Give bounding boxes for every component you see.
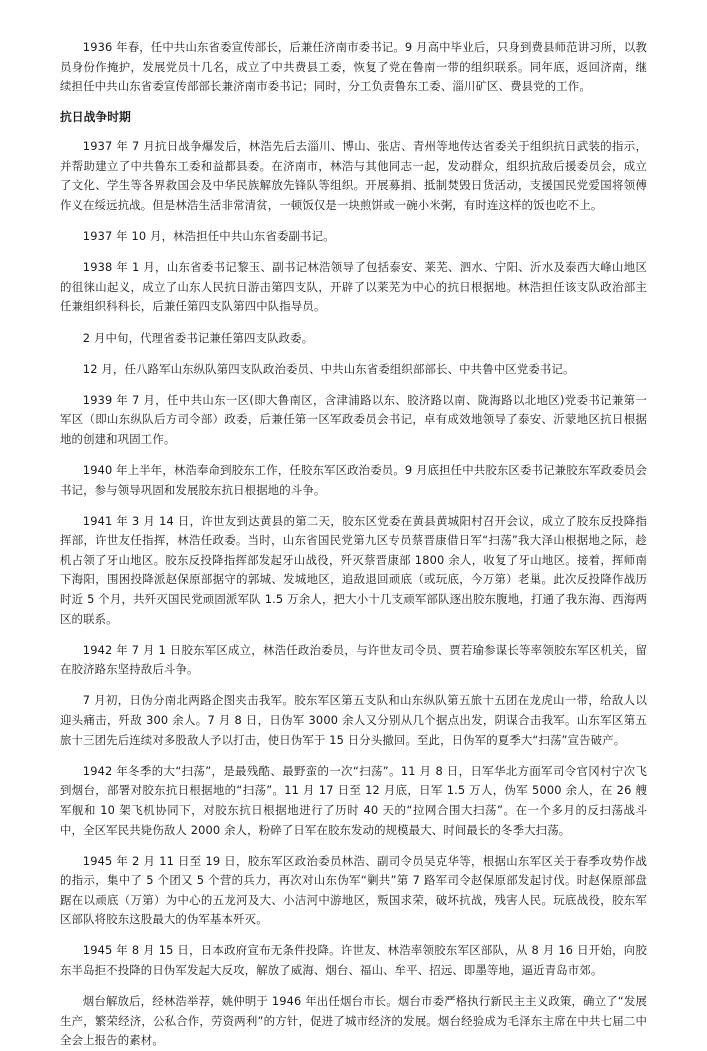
- paragraph-1936: 1936 年春，任中共山东省委宣传部长，后兼任济南市委书记。9 月高中毕业后，只身到费县师范讲习所，以教员身份作掩护，发展党员十几名，成立了中共费县工委，恢复了党在鲁南一带的组织联系。同年底，返回济南，继续担任中共山东省委宣传部部长兼济南市委书记；同时，分工负责鲁东工委、淄川矿区、费县党的工作。: [60, 40, 647, 94]
- paragraph-1941-march: 1941 年 3 月 14 日，许世友到达黄县的第二天，胶东区党委在黄县黄城阳村召开会议，成立了胶东反投降指挥部，许世友任指挥，林浩任政委。当时，山东省国民党第九区专员蔡晋康借日军“扫荡”我大泽山根据地之际，趁机占领了牙山地区。胶东反投降指挥部发起牙山战役，歼灭蔡晋康部 1800 余人，收复了牙山地区。接着，挥师南下海阳，围困投降派赵保原部据守的郭城、发城地区，追敌退回顽底（或玩底，今万第）老巢。此次反投降作战历时近 5 个月，共歼灭国民党顽固派军队 1.5 万余人，把大小十几支顽军部队逐出胶东腹地，打通了我东海、西海两区的联系。: [60, 513, 647, 626]
- paragraph-february: 2 月中旬，代理省委书记兼任第四支队政委。: [82, 330, 314, 345]
- paragraph-1939-july: 1939 年 7 月，任中共山东一区(即大鲁南区，含津浦路以东、胶济路以南、陇海路以北地区)党委书记兼第一军区（即山东纵队后方司令部）政委，后兼任第一区军政委员会书记，卓有成效地领导了泰安、沂蒙地区抗日根据地的创建和巩固工作。: [60, 392, 647, 446]
- paragraph-1938-january: 1938 年 1 月，山东省委书记黎玉、副书记林浩领导了包括泰安、莱芜、泗水、宁阳、沂水及泰西大峰山地区的徂徕山起义，成立了山东人民抗日游击第四支队，开辟了以莱芜为中心的抗日根据地。林浩担任该支队政治部主任兼组织科科长，后兼任第四支队第四中队指导员。: [60, 260, 647, 314]
- section-heading: 抗日战争时期: [60, 110, 131, 125]
- paragraph-july-early: 7 月初，日伪分南北两路企图夹击我军。胶东军区第五支队和山东纵队第五旅十五团在龙虎山一带，给敌人以迎头痛击，歼敌 300 余人。7 月 8 日，日伪军 3000 余人又分别从几个据点出发，阴谋合击我军。山东军区第五旅十三团先后连续对多股敌人予以打击，使日伪军于 15 日分头撤回。至此，日伪军的夏季大“扫荡”宣告破产。: [60, 693, 647, 747]
- paragraph-1937-october: 1937 年 10 月，林浩担任中共山东省委副书记。: [82, 229, 335, 244]
- paragraph-1937-july: 1937 年 7 月抗日战争爆发后，林浩先后去淄川、博山、张店、青州等地传达省委关于组织抗日武装的指示，并帮助建立了中共鲁东工委和益都县委。在济南市，林浩与其他同志一起，发动群众，组织抗敌后援委员会，成立了文化、学生等各界救国会及中华民族解放先锋队等组织。开展募捐、抵制焚毁日货活动，支援国民党爱国将领傅作义在绥远抗战。但是林浩生活非常清贫，一顿饭仅是一块煎饼或一碗小米粥，有时连这样的饭也吃不上。: [60, 139, 647, 213]
- paragraph-1942-july-1: 1942 年 7 月 1 日胶东军区成立，林浩任政治委员，与许世友司令员、贾若瑜参谋长等率领胶东军区机关，留在胶济路东坚持敌后斗争。: [60, 642, 647, 677]
- paragraph-december: 12 月，任八路军山东纵队第四支队政治委员、中共山东省委组织部部长、中共鲁中区党委书记。: [82, 361, 575, 376]
- paragraph-1940: 1940 年上半年，林浩奉命到胶东工作，任胶东军区政治委员。9 月底担任中共胶东区委书记兼胶东军政委员会书记，参与领导巩固和发展胶东抗日根据地的斗争。: [60, 463, 647, 497]
- paragraph-1942-winter: 1942 年冬季的大“扫荡”，是最残酷、最野蛮的一次“扫荡”。11 月 8 日，日军华北方面军司令官冈村宁次飞到烟台，部署对胶东抗日根据地的“扫荡”。11 月 17 日至 12 月底，日军 1.5 万人，伪军 5000 余人，在 26 艘军舰和 10 架飞机协同下，对胶东抗日根据地进行了历时 40 天的“拉网合围大扫荡”。在一个多月的反扫荡战斗中，全区军民共毙伤敌人 2000 余人，粉碎了日军在胶东发动的规模最大、时间最长的冬季大扫荡。: [60, 763, 647, 837]
- paragraph-1945-august: 1945 年 8 月 15 日，日本政府宣布无条件投降。许世友、林浩率领胶东军区部队，从 8 月 16 日开始，向胶东半岛拒不投降的日伪军发起大反攻，解放了威海、烟台、福山、牟平、招远、即墨等地，逼近青岛市郊。: [60, 943, 647, 978]
- paragraph-1945-february: 1945 年 2 月 11 日至 19 日，胶东军区政治委员林浩、副司令员吴克华等，根据山东军区关于春季攻势作战的指示，集中了 5 个团又 5 个营的兵力，再次对山东伪军“剿共”第 7 路军司令赵保原部发起讨伐。时赵保原部盘踞在以顽底（万第）为中心的五龙河及大、小洁河中游地区，叛国求荣，破坏抗战，残害人民。玩底战役，胶东军区部队将胶东这股最大的伪军基本歼灭。: [60, 853, 647, 927]
- paragraph-yantai: 烟台解放后，经林浩举荐，姚仲明于 1946 年出任烟台市长。烟台市委严格执行新民主主义政策，确立了“发展生产，繁荣经济，公私合作，劳资两利”的方针，促进了城市经济的发展。烟台经验成为毛泽东主席在中共七届二中全会上报告的素材。: [60, 994, 647, 1048]
